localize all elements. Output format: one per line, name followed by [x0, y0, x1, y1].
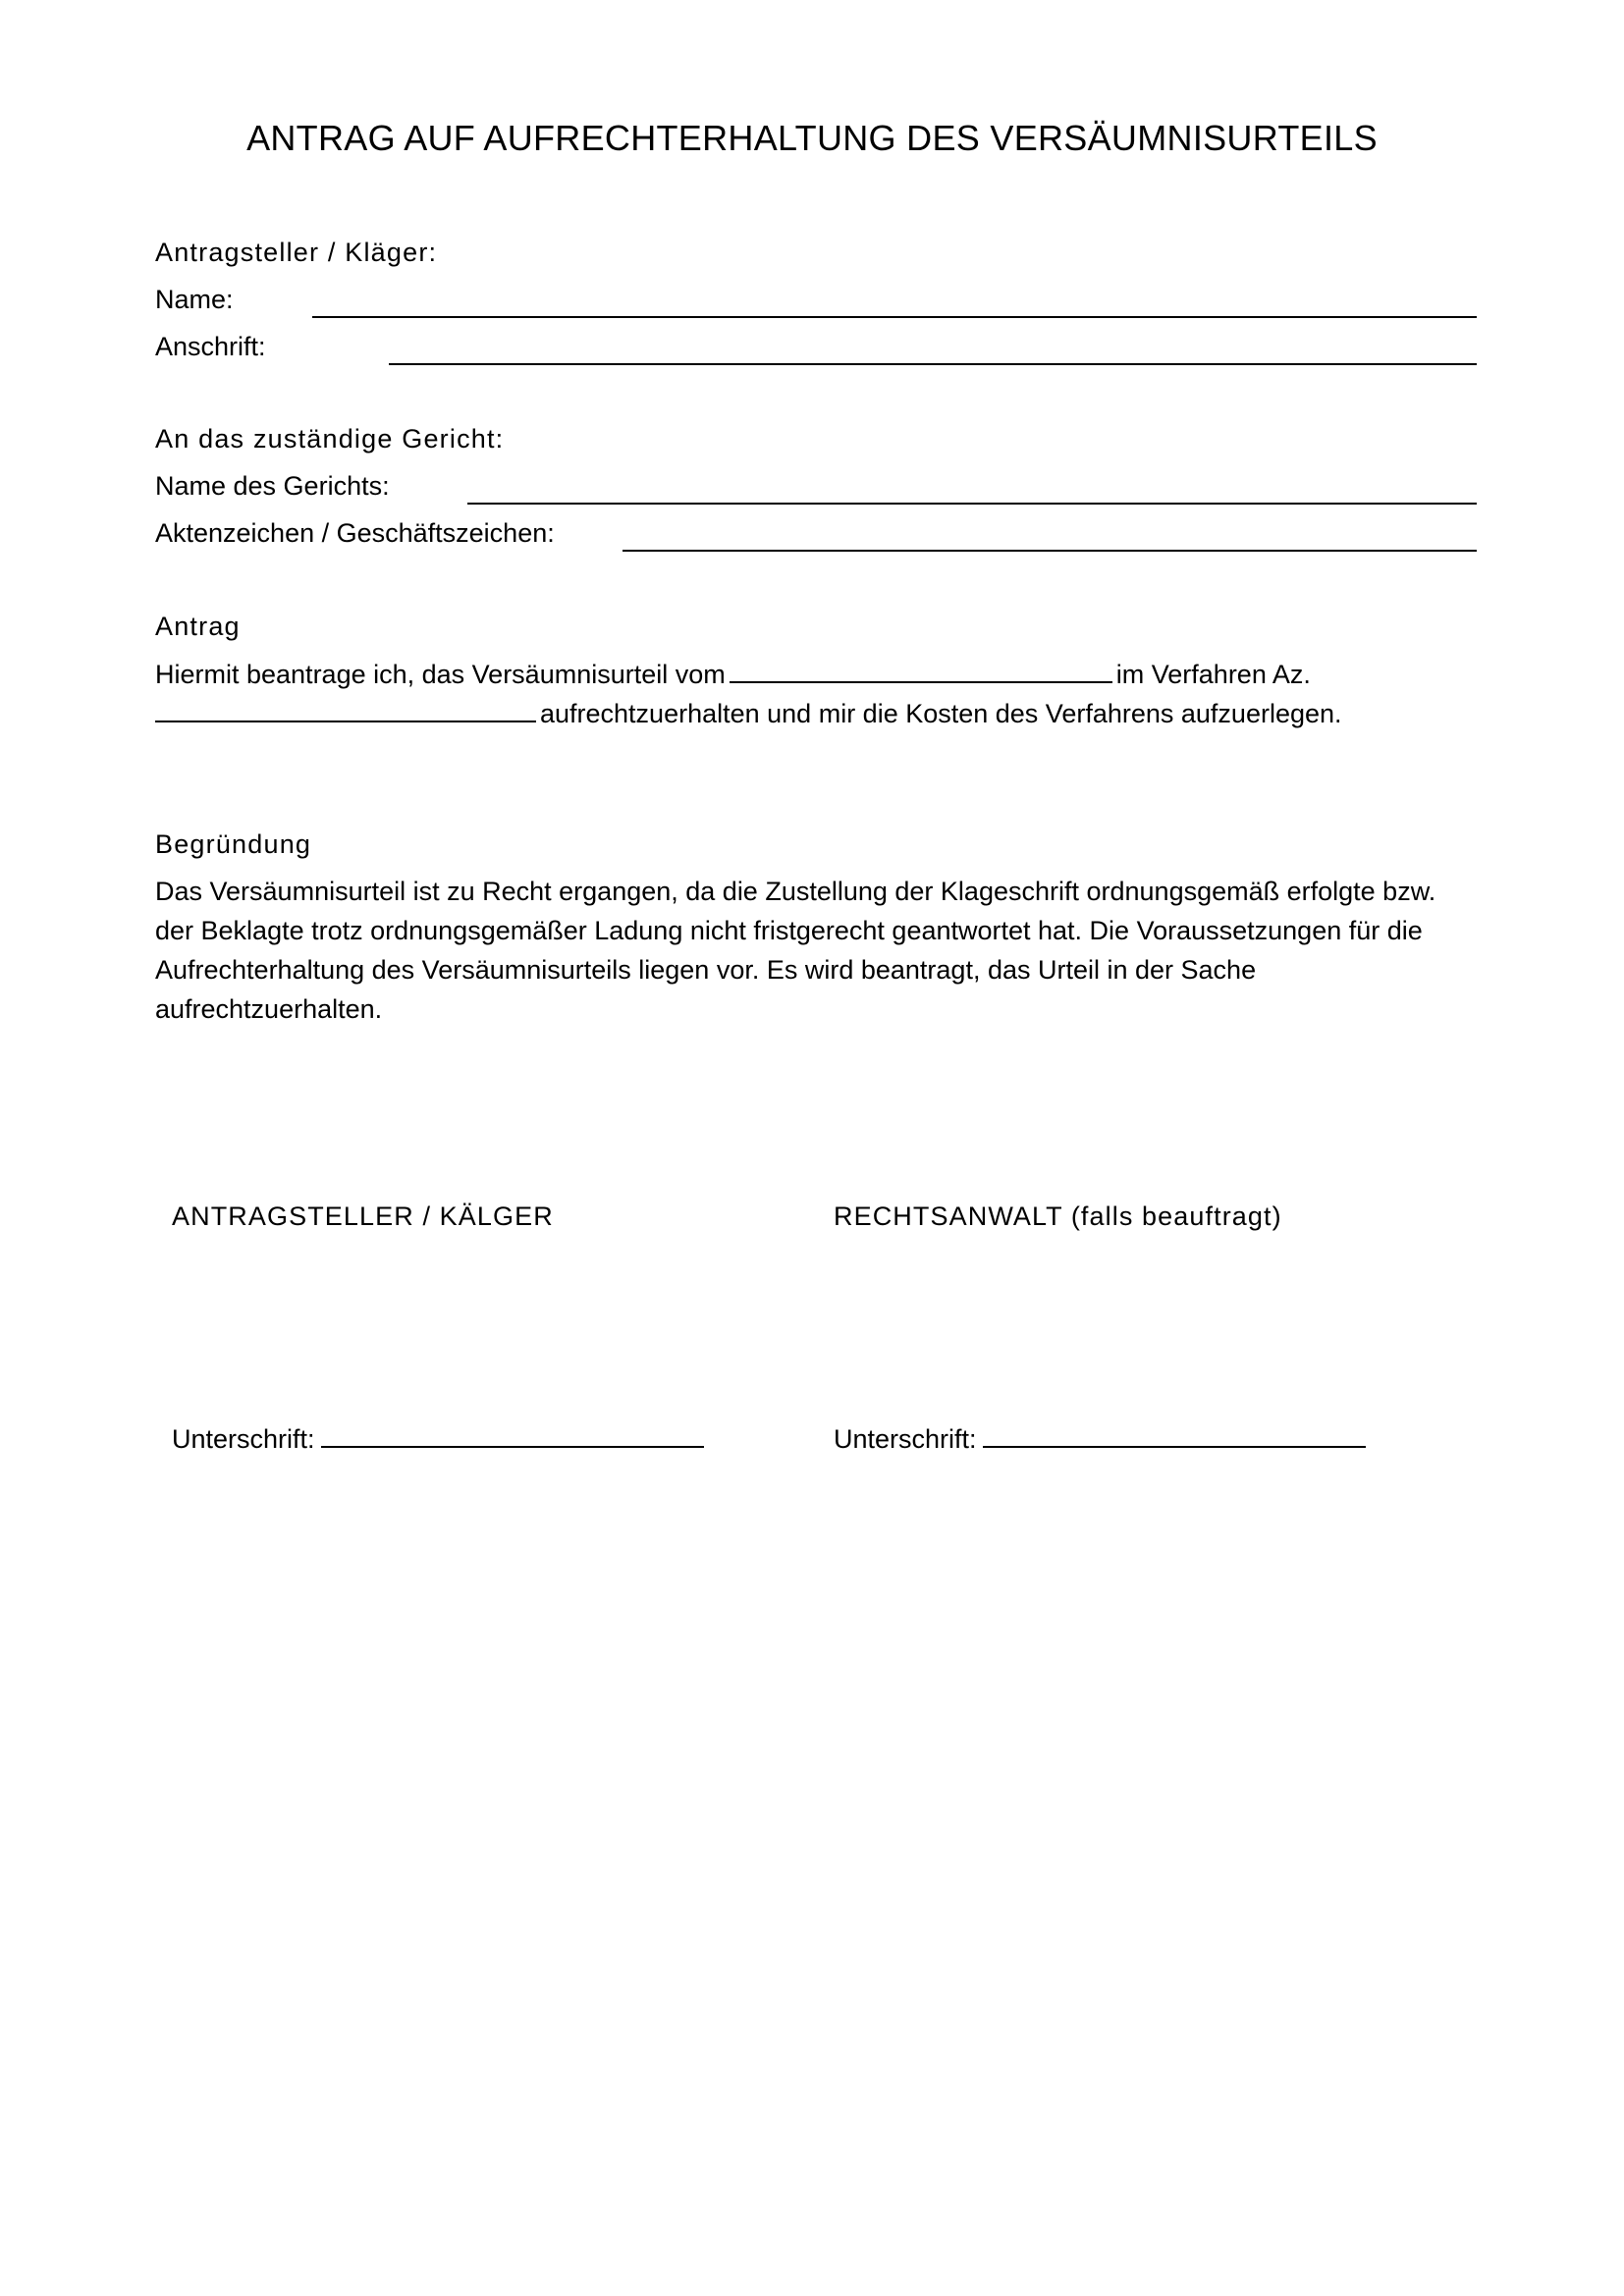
motion-text-part2: im Verfahren Az. — [1115, 660, 1311, 689]
reasoning-heading: Begründung — [155, 829, 312, 859]
lawyer-signature-heading: RECHTSANWALT (falls beauftragt) — [834, 1201, 1282, 1231]
court-name-label: Name des Gerichts: — [155, 471, 390, 501]
applicant-signature-field[interactable] — [321, 1419, 704, 1448]
applicant-signature-row — [172, 1419, 708, 1455]
motion-heading: Antrag — [155, 612, 241, 641]
applicant-signature-heading: ANTRAGSTELLER / KÄLGER — [172, 1201, 554, 1231]
court-name-row — [155, 471, 1477, 510]
applicant-section-label: Antragsteller / Kläger: — [155, 238, 438, 267]
file-number-field[interactable] — [623, 550, 1477, 552]
applicant-name-label: Name: — [155, 285, 234, 314]
motion-text-part3: aufrechtzuerhalten und mir die Kosten des Verfahrens aufzuerlegen. — [540, 699, 1342, 728]
case-number-blank[interactable] — [155, 694, 536, 722]
file-number-row — [155, 518, 1477, 558]
court-section-label: An das zuständige Gericht: — [155, 424, 505, 454]
lawyer-signature-row — [834, 1419, 1370, 1455]
document-title: ANTRAG AUF AUFRECHTERHALTUNG DES VERSÄUMNISURTEILS — [246, 118, 1378, 158]
motion-text — [155, 655, 1477, 733]
applicant-address-field[interactable] — [389, 363, 1477, 365]
lawyer-signature-label: Unterschrift: — [834, 1424, 977, 1454]
reasoning-text: Das Versäumnisurteil ist zu Recht ergangen, da die Zustellung der Klageschrift ordnungsgemäß erfolgte bzw. der Beklagte trotz ordnungsgemäßer Ladung nicht fristgerecht geantwortet hat. Die Voraussetzungen für die Aufrechterhaltung des Versäumnisurteils liegen vor. Es wird beantragt, das Urteil in der Sache aufrechtzuerhalten. — [155, 877, 1436, 1024]
applicant-name-field[interactable] — [312, 316, 1477, 318]
file-number-label: Aktenzeichen / Geschäftszeichen: — [155, 518, 555, 548]
judgment-date-blank[interactable] — [730, 655, 1112, 683]
applicant-signature-label: Unterschrift: — [172, 1424, 315, 1454]
applicant-name-row — [155, 285, 1477, 324]
court-name-field[interactable] — [467, 503, 1477, 505]
motion-text-part1: Hiermit beantrage ich, das Versäumnisurteil vom — [155, 660, 726, 689]
applicant-address-row — [155, 332, 1477, 371]
applicant-address-label: Anschrift: — [155, 332, 266, 361]
lawyer-signature-field[interactable] — [983, 1419, 1366, 1448]
